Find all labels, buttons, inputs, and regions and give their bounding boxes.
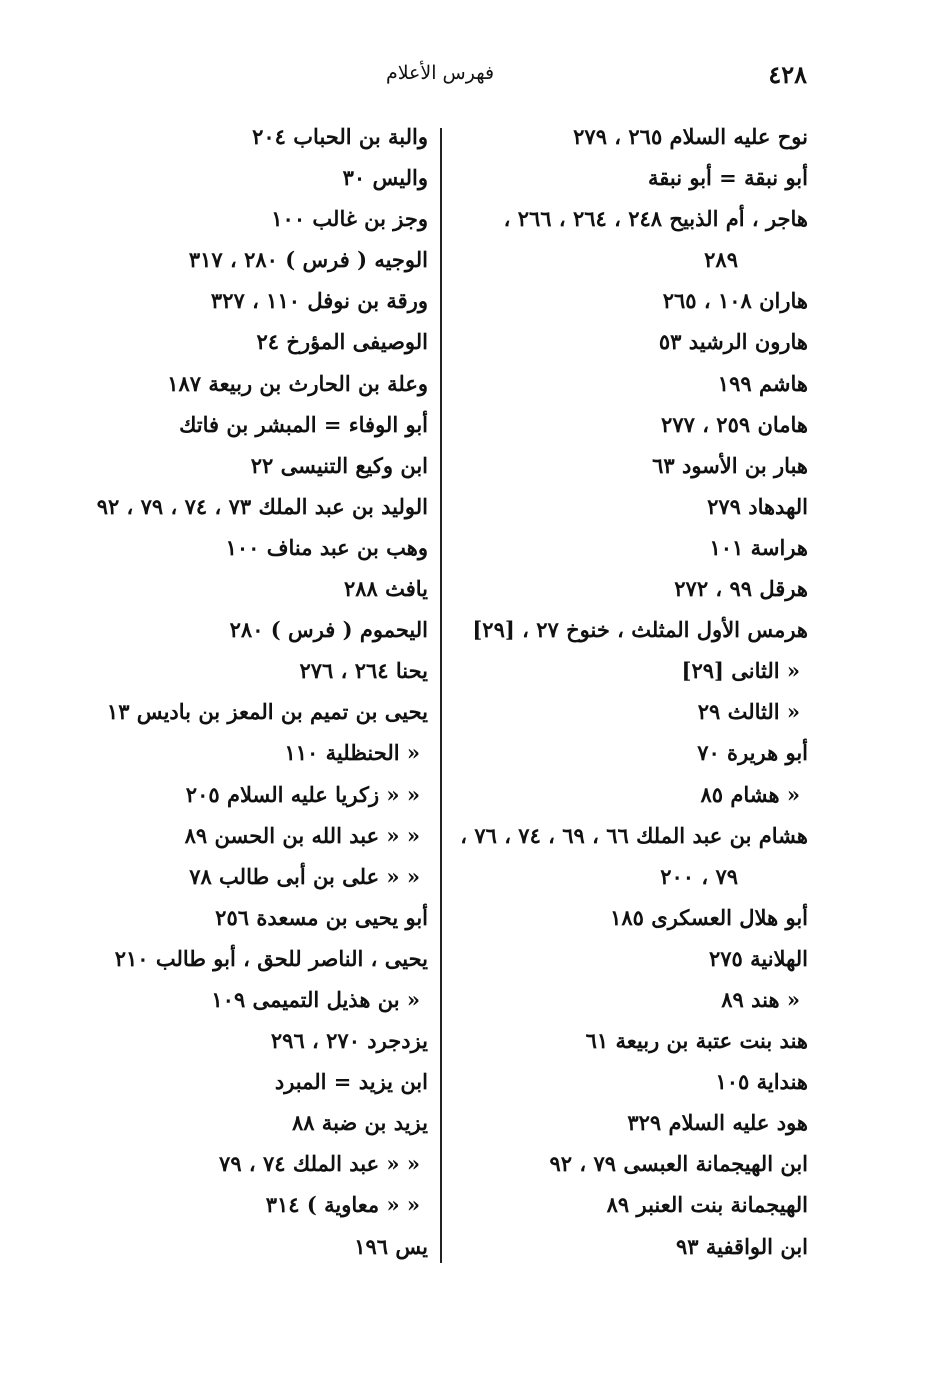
index-entry: ابن وكيع التنيسى ٢٢ bbox=[250, 452, 428, 478]
index-entry: أبو الوفاء = المبشر بن فاتك bbox=[179, 411, 428, 437]
index-entry: هاجر ، أم الذبيح ٢٤٨ ، ٢٦٤ ، ٢٦٦ ، bbox=[503, 206, 808, 232]
index-entry: ابن الواقفية ٩٣ bbox=[675, 1233, 808, 1259]
index-entry: الهلانية ٢٧٥ bbox=[708, 945, 808, 971]
index-entry: « « عبد الله بن الحسن ٨٩ bbox=[184, 822, 420, 848]
index-entry: « هند ٨٩ bbox=[721, 986, 800, 1012]
index-entry: « « زكريا عليه السلام ٢٠٥ bbox=[185, 781, 420, 807]
left-column bbox=[58, 116, 428, 1267]
index-entry: الوجيه ( فرس ) ٢٨٠ ، ٣١٧ bbox=[188, 247, 428, 273]
index-entry-continuation: ٧٩ ، ٢٠٠ bbox=[660, 863, 738, 889]
index-entry: هود عليه السلام ٣٢٩ bbox=[627, 1110, 808, 1136]
right-column bbox=[452, 116, 808, 1267]
index-entry: يس ١٩٦ bbox=[354, 1233, 428, 1259]
index-entry: هنداية ١٠٥ bbox=[715, 1069, 808, 1095]
page-number: ٤٢٨ bbox=[768, 60, 807, 89]
index-entry: « الحنظلية ١١٠ bbox=[284, 740, 420, 766]
index-entry: أبو يحيى بن مسعدة ٢٥٦ bbox=[215, 904, 428, 930]
index-entry: وهب بن عبد مناف ١٠٠ bbox=[225, 534, 428, 560]
index-entry: يزيد بن ضبة ٨٨ bbox=[291, 1110, 428, 1136]
index-entry: الهيجمانة بنت العنبر ٨٩ bbox=[606, 1192, 808, 1218]
index-entry: هراسة ١٠١ bbox=[709, 534, 808, 560]
index-entry: هاشم ١٩٩ bbox=[717, 370, 808, 396]
index-entry: ابن الهيجمانة العبسى ٧٩ ، ٩٢ bbox=[549, 1151, 808, 1177]
index-entry: هرمس الأول المثلث ، خنوخ ٢٧ ، [٢٩] bbox=[472, 617, 808, 643]
index-entry: أبو هلال العسكرى ١٨٥ bbox=[610, 904, 808, 930]
index-entry: هارون الرشيد ٥٣ bbox=[658, 329, 808, 355]
index-entry: « هشام ٨٥ bbox=[700, 781, 800, 807]
index-entry: والبة بن الحباب ٢٠٤ bbox=[252, 124, 428, 149]
index-entry: يحنا ٢٦٤ ، ٢٧٦ bbox=[299, 658, 428, 684]
index-entry: اليحموم ( فرس ) ٢٨٠ bbox=[229, 617, 428, 643]
index-entry: يزدجرد ٢٧٠ ، ٢٩٦ bbox=[270, 1028, 428, 1054]
index-entry: يحيى ، الناصر للحق ، أبو طالب ٢١٠ bbox=[114, 945, 428, 971]
index-entry: يافث ٢٨٨ bbox=[343, 576, 428, 602]
index-entry: « بن هذيل التميمى ١٠٩ bbox=[211, 986, 420, 1012]
index-entry: أبو هريرة ٧٠ bbox=[697, 740, 808, 766]
index-entry: « الثانى [٢٩] bbox=[681, 658, 800, 684]
index-entry: الهدهاد ٢٧٩ bbox=[707, 493, 808, 519]
index-entry: هند بنت عتبة بن ربيعة ٦١ bbox=[585, 1028, 808, 1054]
index-entry: وجز بن غالب ١٠٠ bbox=[271, 206, 428, 232]
index-entry: الوصيفى المؤرخ ٢٤ bbox=[256, 329, 428, 355]
column-divider bbox=[440, 128, 442, 1263]
index-entry: نوح عليه السلام ٢٦٥ ، ٢٧٩ bbox=[573, 124, 808, 149]
index-entry: ورقة بن نوفل ١١٠ ، ٣٢٧ bbox=[210, 288, 428, 314]
index-entry: « « معاوية ) ٣١٤ bbox=[265, 1192, 420, 1218]
index-entry: أبو نبقة = أبو نبقة bbox=[647, 165, 808, 191]
index-entry: هشام بن عبد الملك ٦٦ ، ٦٩ ، ٧٤ ، ٧٦ ، bbox=[460, 822, 808, 848]
index-entry: واليس ٣٠ bbox=[342, 165, 428, 191]
running-title: فهرس الأعلام bbox=[385, 62, 495, 84]
index-entry: « الثالث ٢٩ bbox=[697, 699, 800, 725]
index-entry: « « عبد الملك ٧٤ ، ٧٩ bbox=[219, 1151, 420, 1177]
index-entry: الوليد بن عبد الملك ٧٣ ، ٧٤ ، ٧٩ ، ٩٢ bbox=[96, 493, 428, 519]
index-entry: هبار بن الأسود ٦٣ bbox=[652, 452, 808, 478]
index-entry: ابن يزيد = المبرد bbox=[274, 1069, 428, 1095]
index-entry: وعلة بن الحارث بن ربيعة ١٨٧ bbox=[167, 370, 428, 396]
index-entry: هامان ٢٥٩ ، ٢٧٧ bbox=[661, 411, 808, 437]
index-entry: يحيى بن تميم بن المعز بن باديس ١٣ bbox=[106, 699, 428, 725]
index-entry: هاران ١٠٨ ، ٢٦٥ bbox=[662, 288, 808, 314]
index-entry: « « على بن أبى طالب ٧٨ bbox=[189, 863, 420, 889]
index-entry: هرقل ٩٩ ، ٢٧٢ bbox=[674, 576, 808, 602]
index-entry-continuation: ٢٨٩ bbox=[704, 247, 738, 273]
